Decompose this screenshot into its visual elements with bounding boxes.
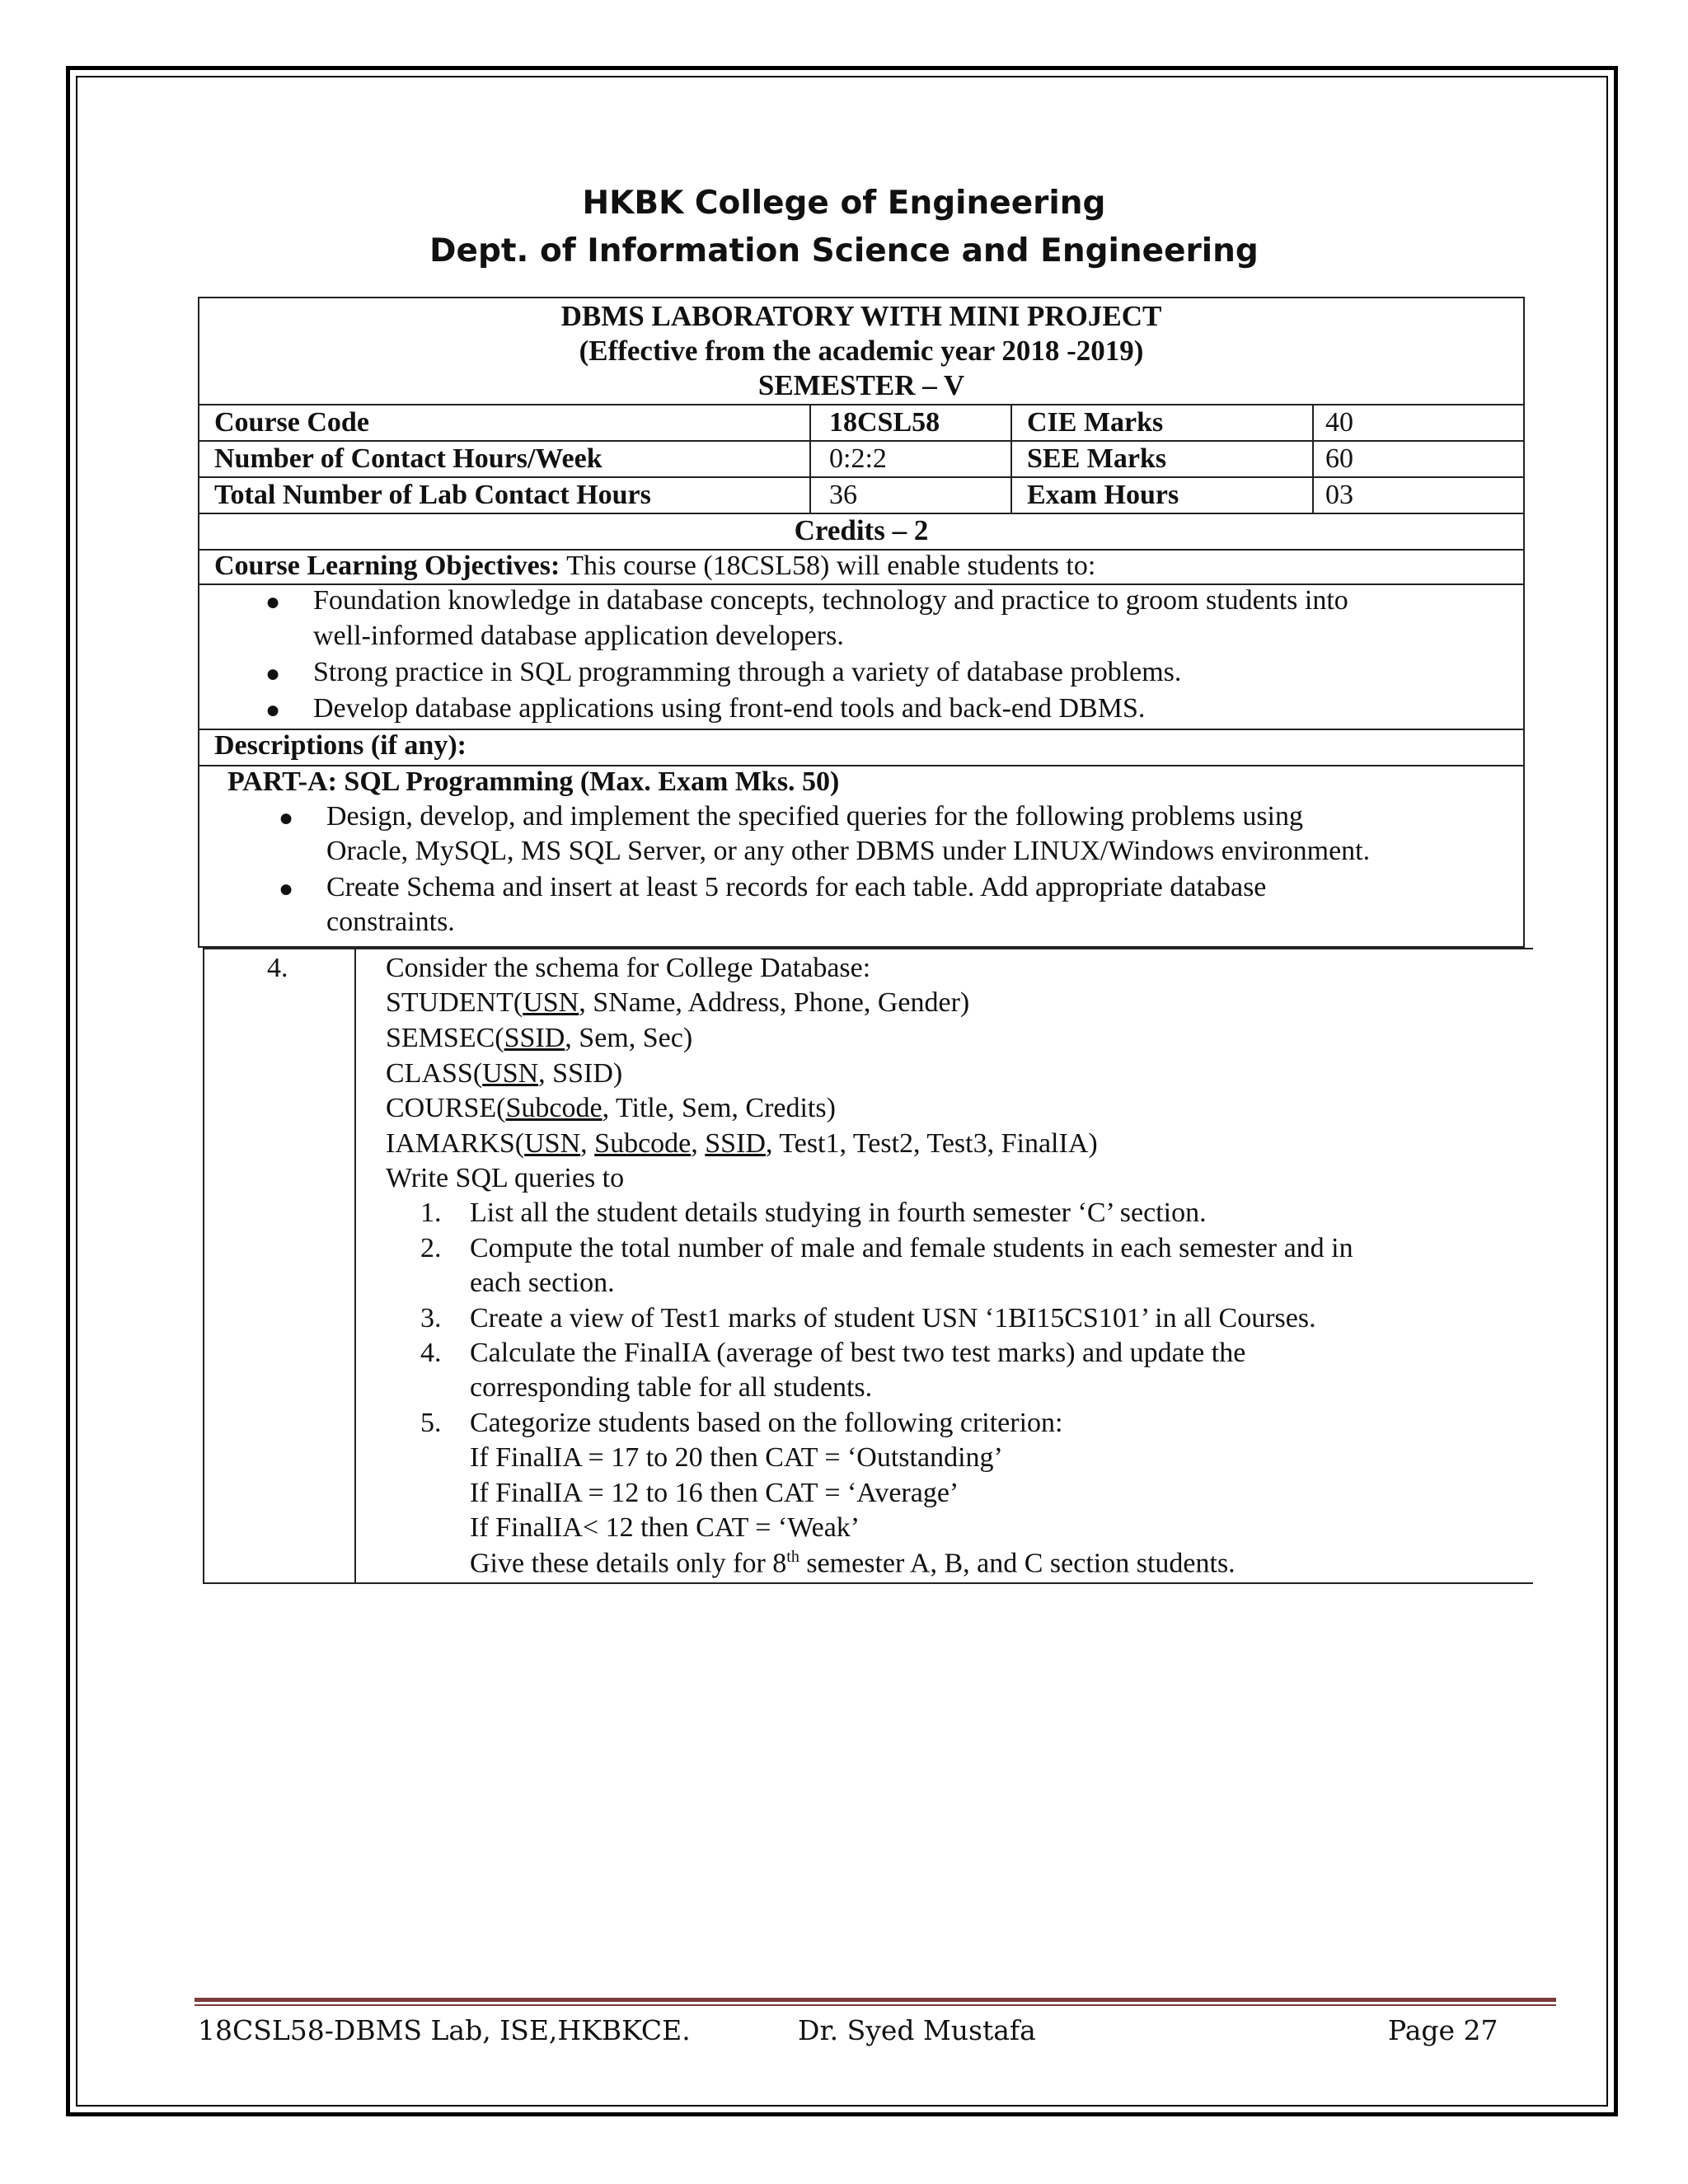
objective-3: Develop database applications using front-end tools and back-end DBMS. xyxy=(313,693,1146,724)
effective-year: (Effective from the academic year 2018 -2019) xyxy=(579,335,1144,367)
bullet-icon: ● xyxy=(279,804,294,832)
question-number: 4. xyxy=(267,953,288,983)
question-table xyxy=(203,948,1533,1584)
query-number: 5. xyxy=(420,1408,442,1438)
credits: Credits – 2 xyxy=(794,514,929,546)
cie-marks-value: 40 xyxy=(1325,407,1353,438)
criterion-weak: If FinalIA< 12 then CAT = ‘Weak’ xyxy=(470,1512,860,1543)
exam-hours-value: 03 xyxy=(1325,480,1353,510)
department-name: Dept. of Information Science and Engineering xyxy=(429,232,1259,269)
footer-rule xyxy=(195,2004,1556,2006)
schema-iamarks: IAMARKS(USN, Subcode, SSID, Test1, Test2, Test3, FinalIA) xyxy=(386,1128,1098,1159)
write-queries: Write SQL queries to xyxy=(386,1163,625,1193)
query-number: 2. xyxy=(420,1233,442,1263)
objectives-label: Course Learning Objectives: xyxy=(214,551,560,581)
query-number: 1. xyxy=(420,1197,442,1228)
see-marks-value: 60 xyxy=(1325,443,1353,474)
table-divider xyxy=(203,948,1533,949)
criterion-average: If FinalIA = 12 to 16 then CAT = ‘Average’ xyxy=(470,1478,959,1508)
query-5: Categorize students based on the following criterion: xyxy=(470,1408,1063,1438)
footer-page-number: Page 27 xyxy=(1388,2014,1498,2046)
lab-hours-value: 36 xyxy=(829,480,857,510)
objectives-intro: This course (18CSL58) will enable students to: xyxy=(566,551,1096,581)
query-number: 3. xyxy=(420,1303,442,1333)
query-number: 4. xyxy=(420,1338,442,1368)
table-divider xyxy=(199,404,1523,405)
course-title: DBMS LABORATORY WITH MINI PROJECT xyxy=(560,300,1162,332)
query-3: Create a view of Test1 marks of student USN ‘1BI15CS101’ in all Courses. xyxy=(470,1303,1316,1333)
contact-hours-label: Number of Contact Hours/Week xyxy=(214,443,603,474)
schema-class: CLASS(USN, SSID) xyxy=(386,1058,623,1089)
table-col-divider xyxy=(354,948,356,1584)
query-2: Compute the total number of male and female students in each semester and in xyxy=(470,1233,1353,1263)
query-4: Calculate the FinalIA (average of best two test marks) and update the xyxy=(470,1338,1246,1368)
bullet-icon: ● xyxy=(265,696,281,724)
schema-semsec: SEMSEC(SSID, Sem, Sec) xyxy=(386,1023,693,1053)
table-col-divider xyxy=(809,404,811,513)
query-4-cont: corresponding table for all students. xyxy=(470,1372,873,1403)
part-a-heading: PART-A: SQL Programming (Max. Exam Mks. 50) xyxy=(227,766,840,797)
part-a-item-2-cont: constraints. xyxy=(326,907,455,937)
footer-author: Dr. Syed Mustafa xyxy=(798,2014,1036,2046)
bullet-icon: ● xyxy=(265,588,281,616)
objective-1: Foundation knowledge in database concepts, technology and practice to groom students into xyxy=(313,585,1348,616)
contact-hours-value: 0:2:2 xyxy=(829,443,887,474)
table-divider xyxy=(203,1582,1533,1584)
part-a-item-2: Create Schema and insert at least 5 records for each table. Add appropriate database xyxy=(326,872,1267,902)
schema-student: STUDENT(USN, SName, Address, Phone, Gender) xyxy=(386,987,970,1018)
footer-course: 18CSL58-DBMS Lab, ISE,HKBKCE. xyxy=(198,2014,691,2046)
syllabus-table xyxy=(198,297,1525,948)
query-1: List all the student details studying in fourth semester ‘C’ section. xyxy=(470,1197,1207,1228)
objectives-heading xyxy=(214,551,1095,582)
table-col-divider xyxy=(1010,404,1012,513)
cie-marks-label: CIE Marks xyxy=(1027,407,1164,438)
table-divider xyxy=(199,476,1523,478)
criterion-outstanding: If FinalIA = 17 to 20 then CAT = ‘Outstanding’ xyxy=(470,1442,1003,1473)
course-code-label: Course Code xyxy=(214,407,369,438)
part-a-item-1: Design, develop, and implement the specified queries for the following problems using xyxy=(326,801,1304,832)
footer-rule xyxy=(195,1998,1556,2002)
lab-hours-label: Total Number of Lab Contact Hours xyxy=(214,480,651,510)
schema-course: COURSE(Subcode, Title, Sem, Credits) xyxy=(386,1093,836,1123)
exam-hours-label: Exam Hours xyxy=(1027,480,1179,510)
part-a-item-1-cont: Oracle, MySQL, MS SQL Server, or any other DBMS under LINUX/Windows environment. xyxy=(326,836,1371,866)
query-5-scope: Give these details only for 8th semester A, B, and C section students. xyxy=(470,1548,1236,1579)
table-col-divider xyxy=(203,948,204,1584)
query-2-cont: each section. xyxy=(470,1268,615,1298)
objective-1-cont: well-informed database application developers. xyxy=(313,621,844,651)
semester-label: SEMESTER – V xyxy=(757,369,965,401)
college-name: HKBK College of Engineering xyxy=(582,185,1106,222)
objective-2: Strong practice in SQL programming through a variety of database problems. xyxy=(313,657,1182,687)
schema-intro: Consider the schema for College Database: xyxy=(386,953,871,983)
bullet-icon: ● xyxy=(265,660,281,687)
bullet-icon: ● xyxy=(279,875,294,902)
course-code-value: 18CSL58 xyxy=(829,407,940,438)
see-marks-label: SEE Marks xyxy=(1027,443,1167,474)
table-divider xyxy=(199,440,1523,442)
descriptions-label: Descriptions (if any): xyxy=(214,730,467,761)
table-col-divider xyxy=(1312,404,1314,513)
